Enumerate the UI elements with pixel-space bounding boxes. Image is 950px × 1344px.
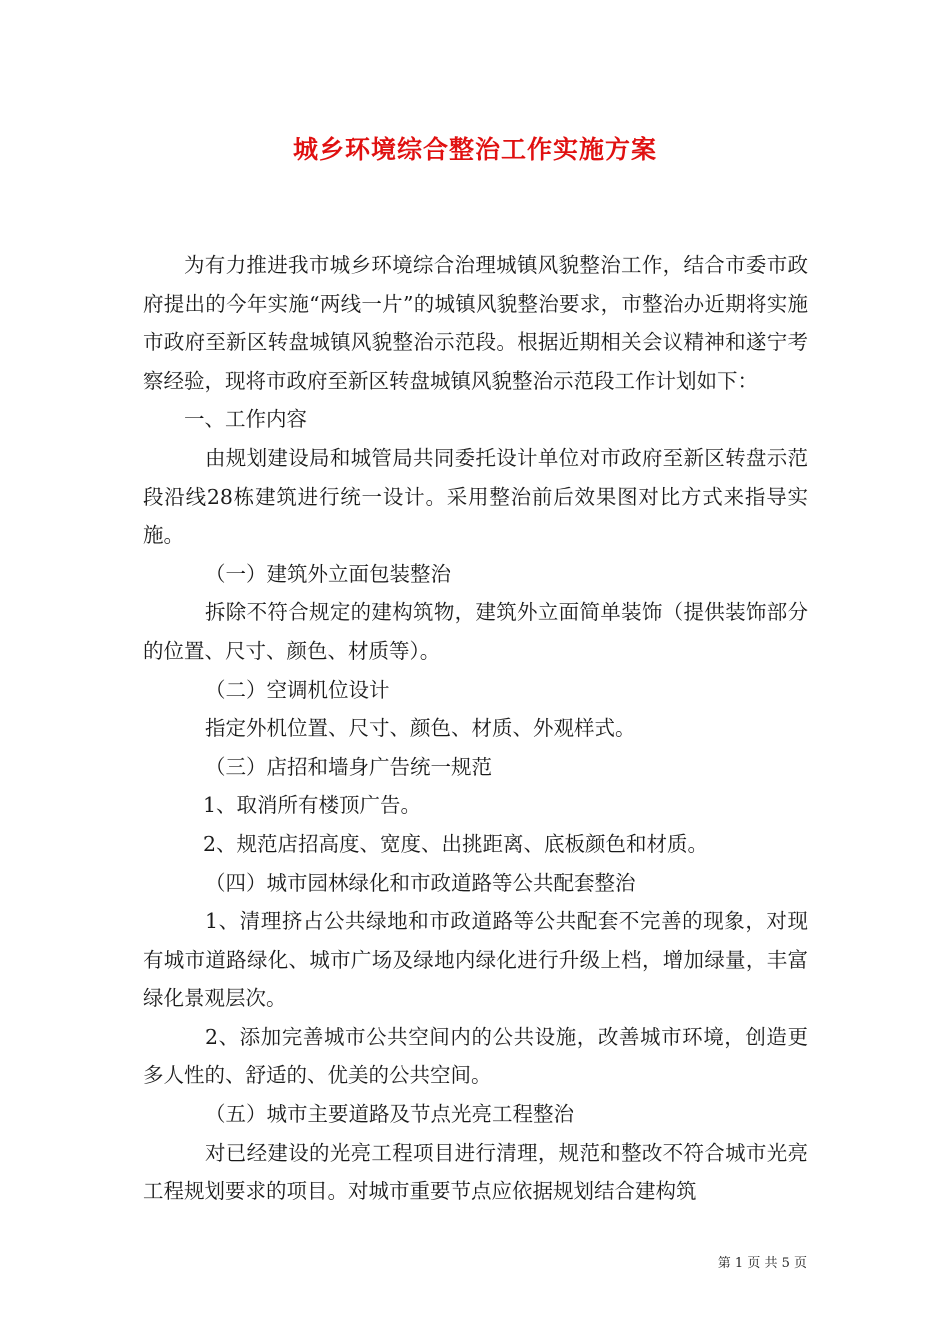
page-number: 第 1 页 共 5 页 [717,1256,807,1271]
paragraph: 拆除不符合规定的建构筑物，建筑外立面简单装饰（提供装饰部分的位置、尺寸、颜色、材质等）。 [143,600,808,663]
paragraph: 对已经建设的光亮工程项目进行清理，规范和整改不符合城市光亮工程规划要求的项目。对城市重要节点应依据规划结合建构筑 [143,1140,808,1204]
paragraph: 1、清理挤占公共绿地和市政道路等公共配套不完善的现象，对现有城市道路绿化、城市广场及绿地内绿化进行升级上档，增加绿量，丰富绿化景观层次。 [143,909,808,1011]
list-item: 1、取消所有楼顶广告。 [203,793,422,818]
paragraph: 由规划建设局和城管局共同委托设计单位对市政府至新区转盘示范段沿线28栋建筑进行统一设计。采用整治前后效果图对比方式来指导实施。 [143,445,808,548]
subsection-heading: （一）建筑外立面包装整治 [205,561,451,586]
subsection-heading: （四）城市园林绿化和市政道路等公共配套整治 [205,870,636,895]
section-heading: 一、工作内容 [184,407,307,432]
paragraph: 指定外机位置、尺寸、颜色、材质、外观样式。 [205,716,636,741]
subsection-heading: （三）店招和墙身广告统一规范 [205,754,492,779]
intro-paragraph: 为有力推进我市城乡环境综合治理城镇风貌整治工作，结合市委市政府提出的今年实施“两线一片”的城镇风貌整治要求，市整治办近期将实施市政府至新区转盘城镇风貌整治示范段。根据近期相关会议精神和遂宁考察经验，现将市政府至新区转盘城镇风貌整治示范段工作计划如下： [143,253,808,393]
subsection-heading: （二）空调机位设计 [205,677,390,702]
list-item: 2、规范店招高度、宽度、出挑距离、底板颜色和材质。 [203,831,709,856]
paragraph: 2、添加完善城市公共空间内的公共设施，改善城市环境，创造更多人性的、舒适的、优美的公共空间。 [143,1024,808,1088]
document-title: 城乡环境综合整治工作实施方案 [292,135,657,164]
subsection-heading: （五）城市主要道路及节点光亮工程整治 [205,1102,574,1127]
document-body [143,246,808,1211]
